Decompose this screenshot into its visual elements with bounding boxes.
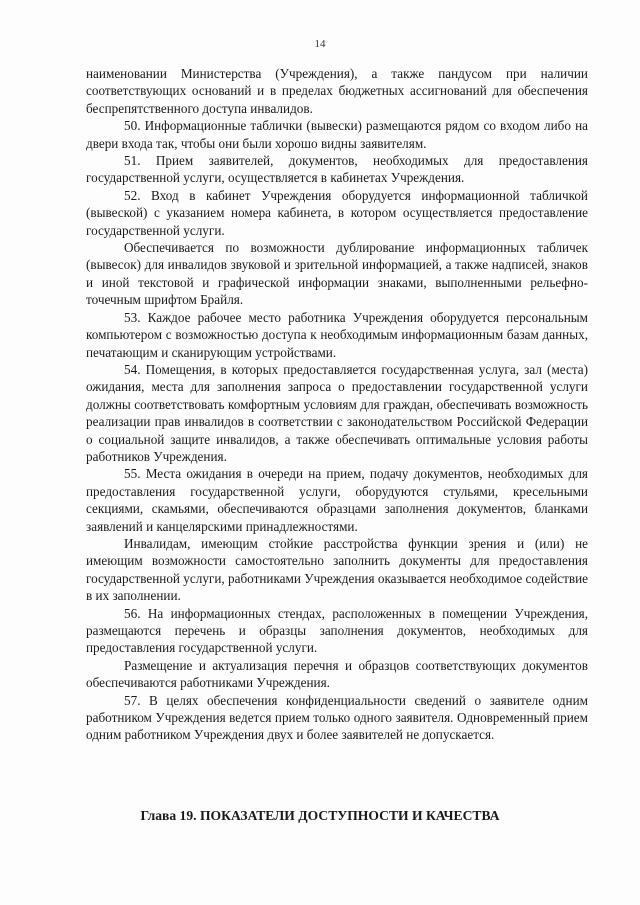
paragraph-55-assistance: Инвалидам, имеющим стойкие расстройства функции зрения и (или) не имеющим возможности самостоятельно заполнить документы для предоставления государственной услуги, работниками Учреждения оказывается необходимое содействие в их заполнении. — [86, 535, 588, 604]
paragraph-50: 50. Информационные таблички (вывески) размещаются рядом со входом либо на двери входа так, чтобы они были хорошо видны заявителям. — [86, 118, 588, 151]
page-number: 14 — [314, 38, 326, 50]
paragraph-56: 56. На информационных стендах, расположенных в помещении Учреждения, размещаются перечень и образцы заполнения документов, необходимых для предоставления государственной услуги. — [86, 605, 588, 656]
paragraph-53: 53. Каждое рабочее место работника Учреждения оборудуется персональным компьютером с возможностью доступа к необходимым информационным базам данных, печатающим и сканирующим устройствами. — [86, 309, 588, 360]
chapter-heading: Глава 19. ПОКАЗАТЕЛИ ДОСТУПНОСТИ И КАЧЕСТВА — [140, 808, 500, 823]
document-body — [86, 65, 588, 744]
paragraph-52-braille: Обеспечивается по возможности дублирование информационных табличек (вывесок) для инвалидов звуковой и зрительной информацией, а также надписей, знаков и иной текстовой и графической информации знаками, выполненными рельефно-точечным шрифтом Брайля. — [86, 240, 588, 308]
paragraph-55: 55. Места ожидания в очереди на прием, подачу документов, необходимых для предоставления государственной услуги, оборудуются стульями, кресельными секциями, скамьями, обеспечиваются образцами заполнения документов, бланками заявлений и канцелярскими принадлежностями. — [86, 466, 588, 534]
paragraph-continuation: наименовании Министерства (Учреждения), а также пандусом при наличии соответствующих оснований и в пределах бюджетных ассигнований для обеспечения беспрепятственного доступа инвалидов. — [86, 66, 588, 116]
paragraph-54: 54. Помещения, в которых предоставляется государственная услуга, зал (места) ожидания, места для заполнения запроса о предоставлении государственной услуги должны соответствовать комфортным условиям для граждан, обеспечивать возможность реализации прав инвалидов в соответствии с законодательством Российской Федерации о социальной защите инвалидов, а также обеспечивать оптимальные условия работы работников Учреждения. — [86, 361, 588, 464]
paragraph-57: 57. В целях обеспечения конфиденциальности сведений о заявителе одним работником Учреждения ведется прием только одного заявителя. Одновременный прием одним работником Учреждения двух и более заявителей не допускается. — [86, 692, 588, 743]
paragraph-56-update: Размещение и актуализация перечня и образцов соответствующих документов обеспечиваются работниками Учреждения. — [86, 657, 588, 691]
paragraph-51: 51. Прием заявителей, документов, необходимых для предоставления государственной услуги, осуществляется в кабинетах Учреждения. — [86, 153, 588, 186]
paragraph-52: 52. Вход в кабинет Учреждения оборудуется информационной табличкой (вывеской) с указанием номера кабинета, в котором осуществляется предоставление государственной услуги. — [86, 187, 588, 238]
